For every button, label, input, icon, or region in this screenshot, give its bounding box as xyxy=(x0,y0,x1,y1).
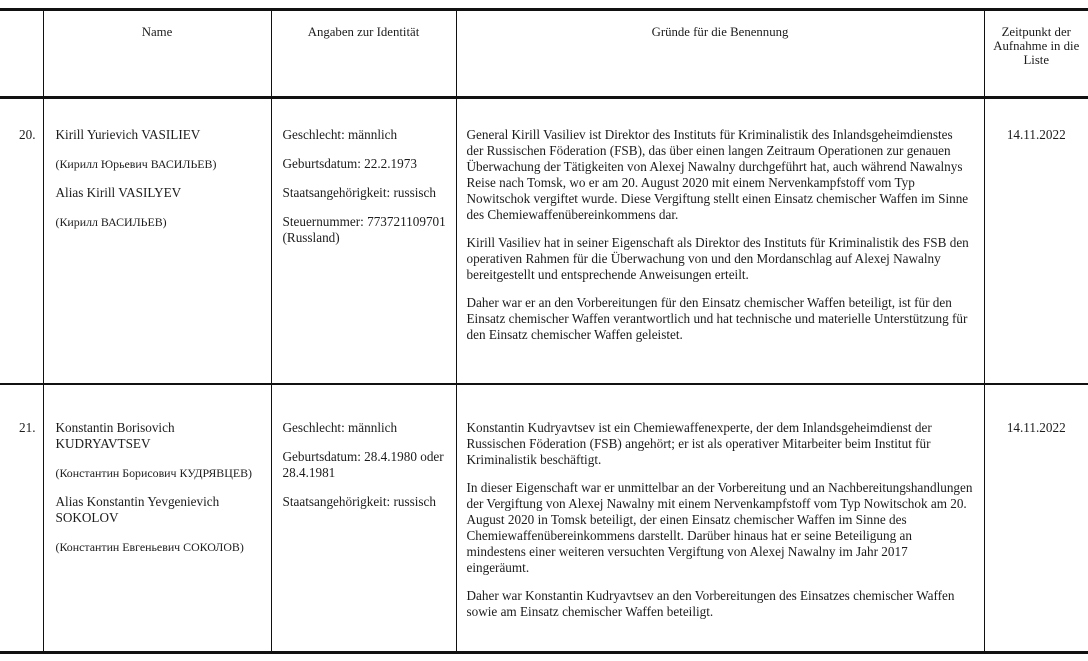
identity-gender: Geschlecht: männlich xyxy=(282,419,398,435)
name-latin: Kirill Yurievich VASILIEV xyxy=(55,127,201,142)
header-row xyxy=(0,10,1088,98)
alias-latin: Alias Konstantin Yevgenievich SOKOLOV xyxy=(55,493,220,525)
identity-gender: Geschlecht: männlich xyxy=(282,127,398,142)
identity-birthdate: Geburtsdatum: 28.4.1980 oder 28.4.1981 xyxy=(282,448,444,480)
header-identity: Angaben zur Identität xyxy=(271,10,456,98)
table-row-entry-20 xyxy=(0,98,1088,384)
header-name: Name xyxy=(43,10,271,98)
reasons-cell xyxy=(456,384,984,653)
alias-cyrillic: (Константин Евгеньевич СОКОЛОВ) xyxy=(55,539,244,554)
listing-date: 14.11.2022 xyxy=(984,98,1088,384)
name-cyrillic: (Кирилл Юрьевич ВАСИЛЬЕВ) xyxy=(55,157,217,171)
identity-birthdate: Geburtsdatum: 22.2.1973 xyxy=(282,156,417,171)
reason-paragraph: Daher war er an den Vorbereitungen für den Einsatz chemischer Waffen beteiligt, ist für den Einsatz chemischer Waffen verantwortlich und hat technische und materielle Unterstützung für den Einsatz chemischer Waffen geleistet. xyxy=(466,295,968,342)
identity-cell xyxy=(271,384,456,653)
reason-paragraph: General Kirill Vasiliev ist Direktor des Instituts für Kriminalistik des Inlandsgeheimdienstes der Russischen Föderation (FSB), das über einen langen Zeitraum Operationen zur genauen Überwachung der Tätigkeiten von Alexej Nawalny durchgeführt hat, auch während Nawalnys Reise nach Tomsk, wo er am 20. August 2020 mit einem Nervenkampfstoff vom Typ Nowitschok vergiftet wurde. Diese Vergiftung stellt einen Einsatz chemischer Waffen im Sinne des Chemiewaffenübereinkommens dar. xyxy=(466,127,969,222)
reasons-cell xyxy=(456,98,984,384)
reason-paragraph: Kirill Vasiliev hat in seiner Eigenschaft als Direktor des Instituts für Kriminalistik des FSB den operativen Rahmen für die Überwachung von und den Mordanschlag auf Alexej Nawalny bereitgestellt und entsprechende Anweisungen erteilt. xyxy=(466,235,969,282)
header-date: Zeitpunkt der Aufnahme in die Liste xyxy=(984,10,1088,98)
entry-number: 20. xyxy=(0,98,43,384)
entry-number: 21. xyxy=(0,384,43,653)
reason-paragraph: Daher war Konstantin Kudryavtsev an den Vorbereitungen des Einsatzes chemischer Waffen sowie am Einsatz chemischer Waffen beteiligt. xyxy=(466,587,955,619)
name-cell xyxy=(43,98,271,384)
table-row-entry-21 xyxy=(0,384,1088,653)
alias-cyrillic: (Кирилл ВАСИЛЬЕВ) xyxy=(55,215,167,229)
name-latin: Konstantin Borisovich KUDRYAVTSEV xyxy=(55,419,175,451)
name-cell xyxy=(43,384,271,653)
header-reasons: Gründe für die Benennung xyxy=(456,10,984,98)
reason-paragraph: In dieser Eigenschaft war er unmittelbar an der Vorbereitung und an Nachbereitungshandlungen der Vergiftung von Alexej Nawalny mit einem Nervenkampfstoff vom Typ Nowitschok am 20. August 2020 in Tomsk beteiligt, der einen Einsatz chemischer Waffen im Sinne des Chemiewaffenübereinkommens darstellt. Darüber hinaus hat er seine Beteiligung an mindestens einer weiteren versuchten Vergiftung von Alexej Nawalny im Jahr 2017 eingeräumt. xyxy=(466,479,973,575)
identity-nationality: Staatsangehörigkeit: russisch xyxy=(282,185,436,200)
identity-nationality: Staatsangehörigkeit: russisch xyxy=(282,493,436,509)
name-cyrillic: (Константин Борисович КУДРЯВЦЕВ) xyxy=(55,465,252,480)
reason-paragraph: Konstantin Kudryavtsev ist ein Chemiewaffenexperte, der dem Inlandsgeheimdienst der Russischen Föderation (FSB) angehört; er ist als operativer Mitarbeiter beim Institut für Kriminalistik beschäftigt. xyxy=(466,419,932,467)
listing-date: 14.11.2022 xyxy=(984,384,1088,653)
alias-latin: Alias Kirill VASILYEV xyxy=(55,185,182,200)
sanctions-list-table xyxy=(0,8,1088,654)
header-number xyxy=(0,10,43,98)
identity-cell xyxy=(271,98,456,384)
identity-taxnumber: Steuernummer: 773721109701 (Russland) xyxy=(282,214,446,245)
